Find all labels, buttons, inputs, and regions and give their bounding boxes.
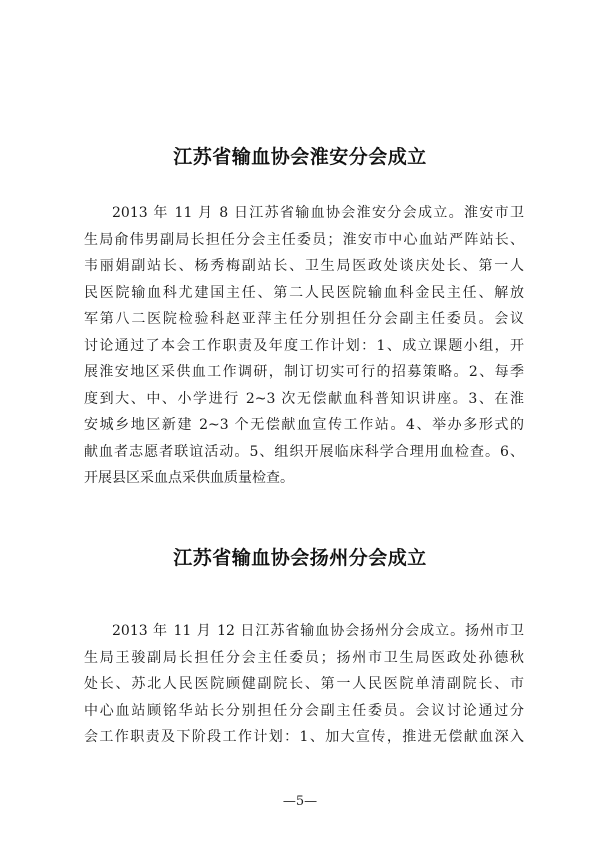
page-number: —5— bbox=[282, 794, 318, 809]
paragraph-line: 处长、苏北人民医院顾健副院长、第一人民医院单清副院长、市 bbox=[84, 676, 524, 692]
section-title-yangzhou: 江苏省输血协会扬州分会成立 bbox=[173, 547, 427, 569]
paragraph-line: 生局俞伟男副局长担任分会主任委员；淮安市中心血站严阵站长、 bbox=[84, 231, 524, 248]
paragraph-line: 2013 年 11 月 12 日江苏省输血协会扬州分会成立。扬州市卫 bbox=[112, 623, 524, 639]
paragraph-line: 韦丽娟副站长、杨秀梅副站长、卫生局医政处谈庆处长、第一人 bbox=[84, 258, 524, 274]
section-body-huaian bbox=[84, 200, 524, 492]
paragraph-line: 展淮安地区采供血工作调研，制订切实可行的招募策略。2、每季 bbox=[84, 364, 524, 380]
paragraph-line: 献血者志愿者联谊活动。5、组织开展临床科学合理用血检查。6、 bbox=[84, 443, 524, 460]
section-title-huaian: 江苏省输血协会淮安分会成立 bbox=[173, 146, 427, 168]
section-body-yangzhou bbox=[84, 618, 524, 751]
paragraph-line: 生局王骏副局长担任分会主任委员；扬州市卫生局医政处孙德秋 bbox=[84, 649, 524, 666]
paragraph-line: 开展县区采血点采供血质量检查。 bbox=[84, 470, 294, 486]
paragraph-line: 会工作职责及下阶段工作计划：1、加大宣传，推进无偿献血深入 bbox=[84, 729, 524, 745]
paragraph-line: 讨论通过了本会工作职责及年度工作计划：1、成立课题小组，开 bbox=[84, 337, 524, 354]
paragraph-line: 军第八二医院检验科赵亚萍主任分别担任分会副主任委员。会议 bbox=[84, 311, 524, 327]
paragraph-line: 民医院输血科尤建国主任、第二人民医院输血科金民主任、解放 bbox=[84, 284, 524, 301]
paragraph-line: 度到大、中、小学进行 2~3 次无偿献血科普知识讲座。3、在淮 bbox=[84, 390, 524, 407]
paragraph-line: 安城乡地区新建 2~3 个无偿献血宣传工作站。4、举办多形式的 bbox=[84, 417, 524, 433]
paragraph-line: 2013 年 11 月 8 日江苏省输血协会淮安分会成立。淮安市卫 bbox=[112, 205, 524, 221]
paragraph-line: 中心血站顾铭华站长分别担任分会副主任委员。会议讨论通过分 bbox=[84, 702, 524, 719]
